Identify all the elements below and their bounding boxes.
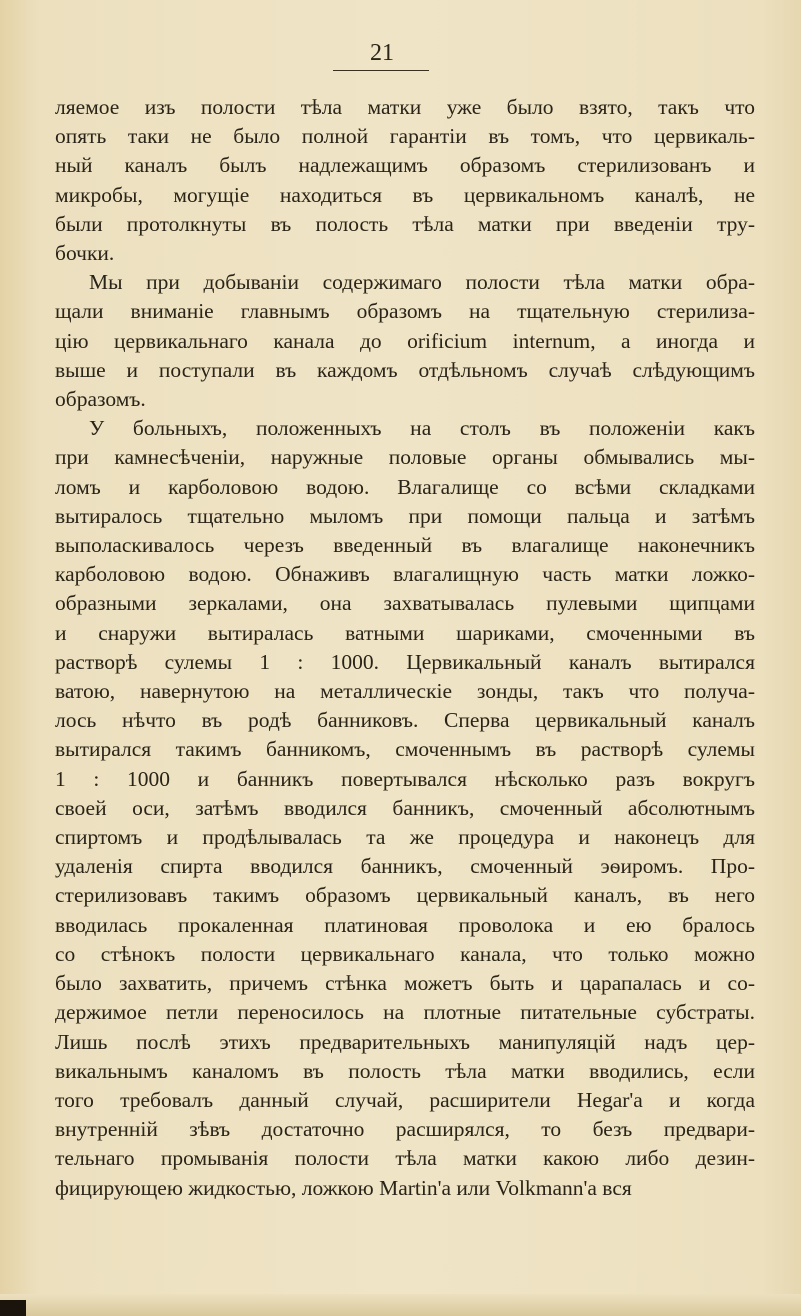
text-line: своей оси, затѣмъ вводился банникъ, смоченный абсолютнымъ [55, 795, 755, 820]
text-line: образными зеркалами, она захватывалась пулевыми щипцами [55, 591, 755, 616]
paragraph [55, 93, 755, 268]
text-line: того требовалъ данный случай, расширители Hegar'а и когда [55, 1087, 755, 1112]
scan-edge-mark [0, 1300, 26, 1316]
text-line: микробы, могущіе находиться въ цервикальномъ каналѣ, не [55, 182, 755, 207]
text-line: вытиралось тщательно мыломъ при помощи пальца и затѣмъ [55, 503, 755, 528]
text-line: У больныхъ, положенныхъ на столъ въ положеніи какъ [89, 416, 755, 441]
paragraph [55, 268, 755, 414]
text-line: ломъ и карболовою водою. Влагалище со всѣми складками [55, 474, 755, 499]
text-line: и снаружи вытиралась ватными шариками, смоченными въ [55, 620, 755, 645]
text-line: ный каналъ былъ надлежащимъ образомъ стерилизованъ и [55, 153, 755, 178]
text-line: ватою, навернутою на металлическіе зонды, такъ что получа- [55, 679, 755, 704]
text-line: опять таки не было полной гарантіи въ томъ, что цервикаль- [55, 124, 755, 149]
page-number-rule [333, 70, 429, 71]
text-line: щали вниманіе главнымъ образомъ на тщательную стерилиза- [55, 299, 755, 324]
page-bottom-edge [0, 1294, 801, 1316]
page-number: 21 [370, 40, 394, 66]
text-line: внутренній зѣвъ достаточно расширялся, то безъ предвари- [55, 1117, 755, 1142]
text-line: было захватить, причемъ стѣнка можетъ быть и царапалась и со- [55, 971, 755, 996]
text-line: 1 : 1000 и банникъ повертывался нѣсколько разъ вокругъ [55, 766, 755, 791]
text-line: цію цервикальнаго канала до orificium internum, а иногда и [55, 328, 755, 353]
text-line: карболовою водою. Обнаживъ влагалищную часть матки ложко- [55, 562, 755, 587]
text-line: стерилизовавъ такимъ образомъ цервикальный каналъ, въ него [55, 883, 755, 908]
text-line: выполаскивалось черезъ введенный въ влагалище наконечникъ [55, 533, 755, 558]
text-line: Лишь послѣ этихъ предварительныхъ манипуляцій надъ цер- [55, 1029, 755, 1054]
text-line: растворѣ сулемы 1 : 1000. Цервикальный каналъ вытирался [55, 649, 755, 674]
text-line: спиртомъ и продѣлывалась та же процедура и наконецъ для [55, 825, 755, 850]
paragraph [55, 414, 755, 1202]
text-line: бочки. [55, 241, 115, 266]
text-line: образомъ. [55, 387, 146, 412]
text-line: лось нѣчто въ родѣ банниковъ. Сперва цервикальный каналъ [55, 708, 755, 733]
text-line: держимое петли переносилось на плотные питательные субстраты. [55, 1000, 755, 1025]
text-line: Мы при добываніи содержимаго полости тѣла матки обра- [89, 270, 755, 295]
text-line: вытирался такимъ банникомъ, смоченнымъ въ растворѣ сулемы [55, 737, 755, 762]
text-line: были протолкнуты въ полость тѣла матки при введеніи тру- [55, 211, 755, 236]
text-line: ляемое изъ полости тѣла матки уже было взято, такъ что [55, 95, 755, 119]
text-line: вводилась прокаленная платиновая проволока и ею бралось [55, 912, 755, 937]
text-line: со стѣнокъ полости цервикальнаго канала, что только можно [55, 941, 755, 966]
text-line: тельнаго промыванія полости тѣла матки какою либо дезин- [55, 1146, 755, 1171]
text-line: викальнымъ каналомъ въ полость тѣла матки вводились, если [55, 1058, 755, 1083]
body-text [55, 93, 755, 1203]
text-line: при камнесѣченіи, наружные половые органы обмывались мы- [55, 445, 755, 470]
text-line: выше и поступали въ каждомъ отдѣльномъ случаѣ слѣдующимъ [55, 357, 755, 382]
text-line: удаленія спирта вводился банникъ, смоченный эѳиромъ. Про- [55, 854, 755, 879]
text-line: фицирующею жидкостью, ложкою Martin'а или Volkmann'а вся [55, 1175, 632, 1200]
